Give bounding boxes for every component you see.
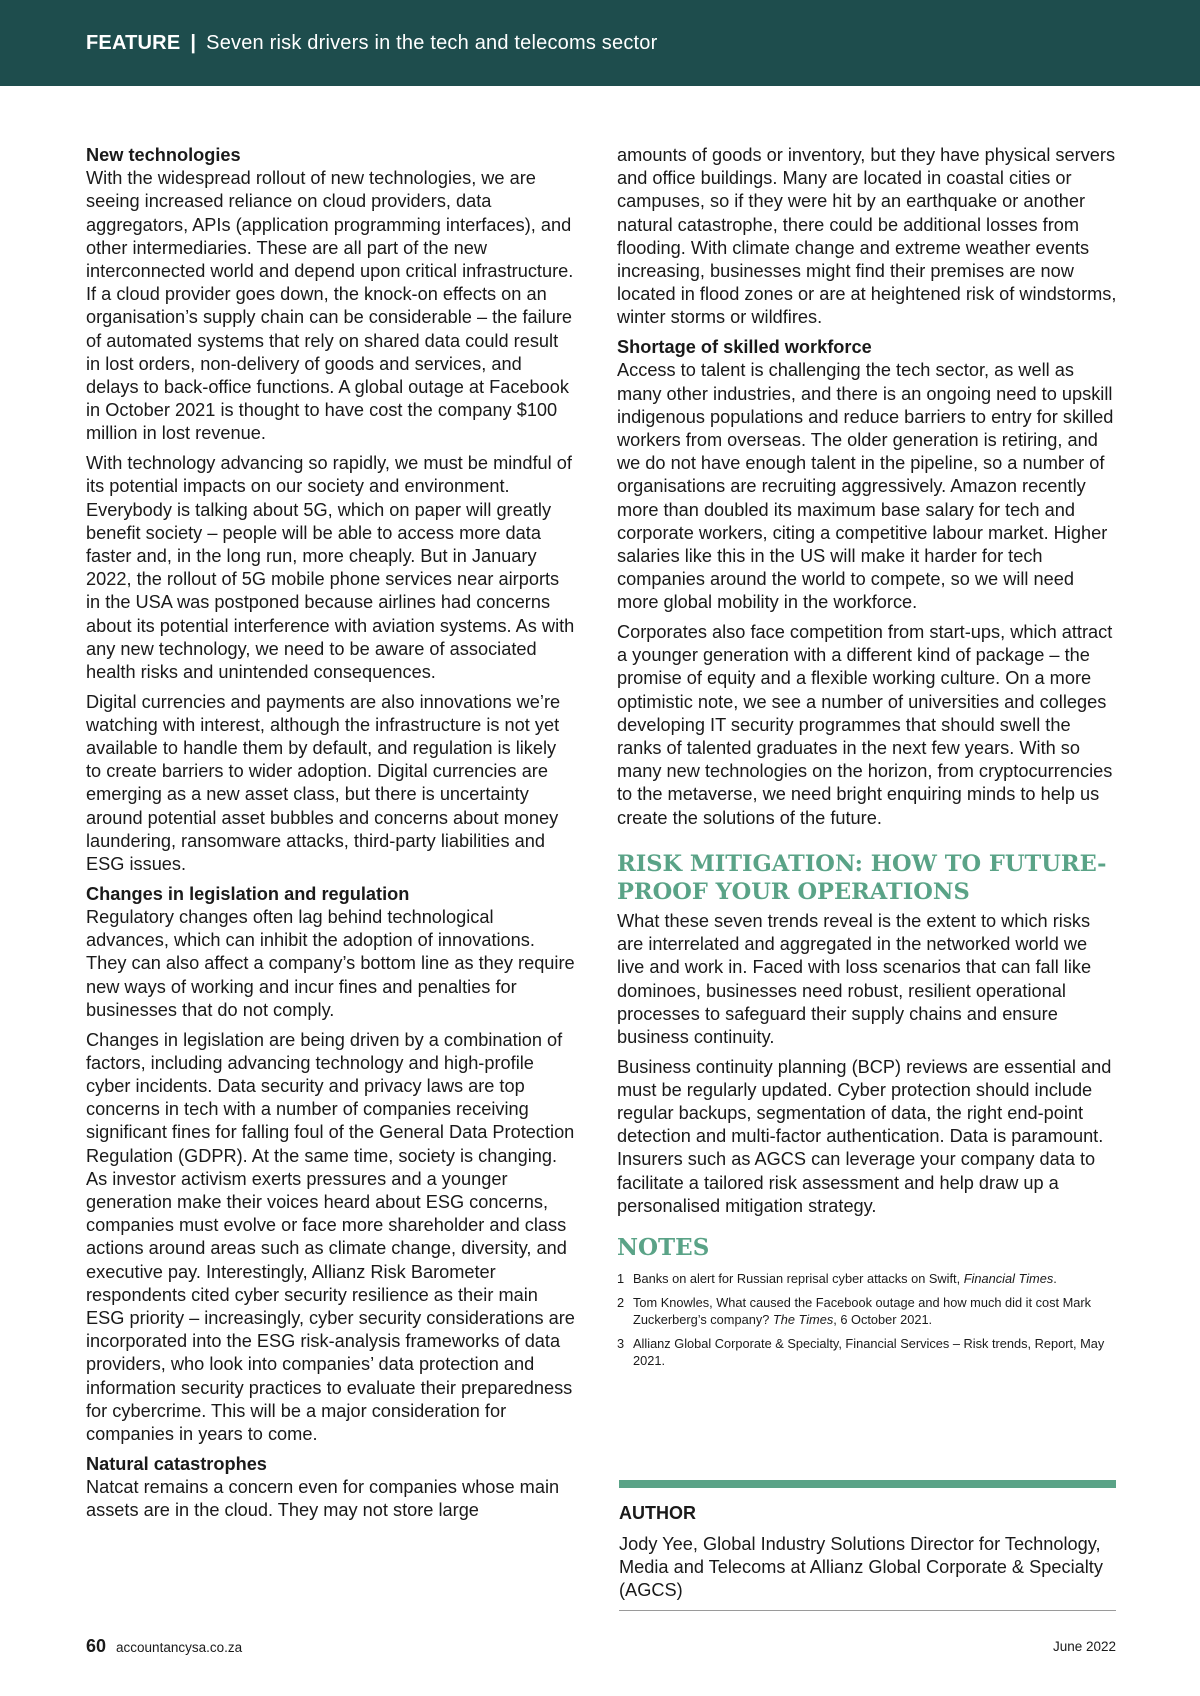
note-number: 3 (617, 1335, 625, 1351)
paragraph: Business continuity planning (BCP) reviews are essential and must be regularly updated. Cyber protection should include regular backups, segmentation of data, the right end-point detection and multi-factor authentication. Data is paramount. Insurers such as AGCS can leverage your company data to facilitate a tailored risk assessment and help draw up a personalised mitigation strategy. (617, 1056, 1112, 1216)
heading-risk-mitigation: RISK MITIGATION: HOW TO FUTURE-PROOF YOUR OPERATIONS (617, 850, 1107, 905)
right-column (617, 144, 1117, 1376)
note-number: 1 (617, 1271, 625, 1287)
paragraph: Regulatory changes often lag behind technological advances, which can inhibit the adoption of innovations. They can also affect a company’s bottom line as they require new ways of working and incur fines and penalties for businesses that do not comply. (86, 907, 575, 1020)
heading-new-technologies: New technologies (86, 145, 241, 165)
note-item (617, 1335, 1117, 1370)
heading-notes: NOTES (617, 1234, 710, 1262)
header-separator: | (190, 31, 197, 54)
footer-date: June 2022 (1052, 1639, 1116, 1654)
paragraph: With the widespread rollout of new technologies, we are seeing increased reliance on cloud providers, data aggregators, APIs (application programming interfaces), and other intermediaries. These are all part of the new interconnected world and depend upon critical infrastructure. If a cloud provider goes down, the knock-on effects on an organisation’s supply chain can be considerable – the failure of automated systems that rely on shared data could result in lost orders, non-delivery of goods and services, and delays to back-office functions. A global outage at Facebook in October 2021 is thought to have cost the company $100 million in lost revenue. (86, 168, 574, 444)
paragraph: Access to talent is challenging the tech sector, as well as many other industries, and there is an ongoing need to upskill indigenous populations and reduce barriers to entry for skilled workers from overseas. The older generation is retiring, and we do not have enough talent in the pipeline, so a number of organisations are recruiting aggressively. Amazon recently more than doubled its maximum base salary for tech and corporate workers, citing a competitive labour market. Higher salaries like this in the US will make it harder for tech companies around the world to compete, so we will need more global mobility in the workforce. (617, 360, 1114, 613)
author-divider (619, 1480, 1116, 1488)
footer-site: accountancysa.co.za (116, 1640, 243, 1655)
footer-left (86, 1636, 242, 1657)
paragraph: Digital currencies and payments are also innovations we’re watching with interest, although the infrastructure is not yet available to handle them by default, and regulation is likely to create barriers to wider adoption. Digital currencies are emerging as a new asset class, but there is uncertainty around potential asset bubbles and concerns about money laundering, ransomware attacks, third-party liabilities and ESG issues. (86, 691, 561, 875)
header-title: Seven risk drivers in the tech and telecoms sector (206, 31, 658, 54)
heading-legislation: Changes in legislation and regulation (86, 883, 410, 904)
paragraph: Natcat remains a concern even for companies whose main assets are in the cloud. They may not store large (86, 1476, 560, 1521)
paragraph: With technology advancing so rapidly, we must be mindful of its potential impacts on our society and environment. Everybody is talking about 5G, which on paper will greatly benefit society – people will be able to access more data faster and, in the long run, more cheaply. But in January 2022, the rollout of 5G mobile phone services near airports in the USA was postponed because airlines had concerns about its potential interference with aviation systems. As with any new technology, we need to be aware of associated health risks and unintended consequences. (86, 453, 575, 682)
author-heading: AUTHOR (619, 1503, 696, 1523)
paragraph: What these seven trends reveal is the extent to which risks are interrelated and aggregated in the networked world we live and work in. Faced with loss scenarios that can fall like dominoes, businesses need robust, resilient operational processes to safeguard their supply chains and ensure business continuity. (617, 910, 1092, 1047)
note-text: Tom Knowles, What caused the Facebook outage and how much did it cost Mark Zuckerberg’s company? The Times, 6 October 2021. (633, 1294, 1092, 1328)
paragraph: Changes in legislation are being driven by a combination of factors, including advancing technology and high-profile cyber incidents. Data security and privacy laws are top concerns in tech with a number of companies receiving significant fines for falling foul of the General Data Protection Regulation (GDPR). At the same time, society is changing. As investor activism exerts pressures and a younger generation make their voices heard about ESG concerns, companies must evolve or face more shareholder and class actions around areas such as climate change, diversity, and executive pay. Interestingly, Allianz Risk Barometer respondents cited cyber security resilience as their main ESG priority – increasingly, cyber security considerations are incorporated into the ESG risk-analysis frameworks of data providers, who look into companies’ data protection and information security practices to evaluate their preparedness for cybercrime. This will be a major consideration for companies in years to come. (86, 1029, 575, 1444)
author-box (619, 1501, 1119, 1603)
note-text: Allianz Global Corporate & Specialty, Financial Services – Risk trends, Report, May 2021. (633, 1335, 1105, 1369)
author-bottom-divider (619, 1610, 1116, 1611)
note-item (617, 1270, 1117, 1288)
header-kicker: FEATURE (86, 31, 181, 54)
note-text: Banks on alert for Russian reprisal cyber attacks on Swift, Financial Times. (633, 1271, 1057, 1287)
page-header (0, 0, 1200, 86)
page-number: 60 (86, 1636, 107, 1656)
notes-list (617, 1270, 1117, 1370)
heading-skilled-workforce: Shortage of skilled workforce (617, 337, 872, 358)
paragraph: amounts of goods or inventory, but they have physical servers and office buildings. Many are located in coastal cities or campuses, so if they were hit by an earthquake or another natural catastrophe, there could be additional losses from flooding. With climate change and extreme weather events increasing, businesses might find their premises are now located in flood zones or are at heightened risk of windstorms, winter storms or wildfires. (617, 145, 1117, 328)
paragraph: Corporates also face competition from start-ups, which attract a younger generation with a different kind of package – the promise of equity and a flexible working culture. On a more optimistic note, we see a number of universities and colleges developing IT security programmes that should swell the ranks of talented graduates in the next few years. With so many new technologies on the horizon, from cryptocurrencies to the metaverse, we need bright enquiring minds to help us create the solutions of the future. (617, 622, 1113, 828)
author-text: Jody Yee, Global Industry Solutions Director for Technology, Media and Telecoms at Allianz Global Corporate & Specialty (AGCS) (619, 1534, 1103, 1601)
left-column (86, 144, 576, 1529)
note-item (617, 1294, 1117, 1329)
heading-natural-catastrophes: Natural catastrophes (86, 1453, 267, 1474)
note-number: 2 (617, 1294, 625, 1310)
